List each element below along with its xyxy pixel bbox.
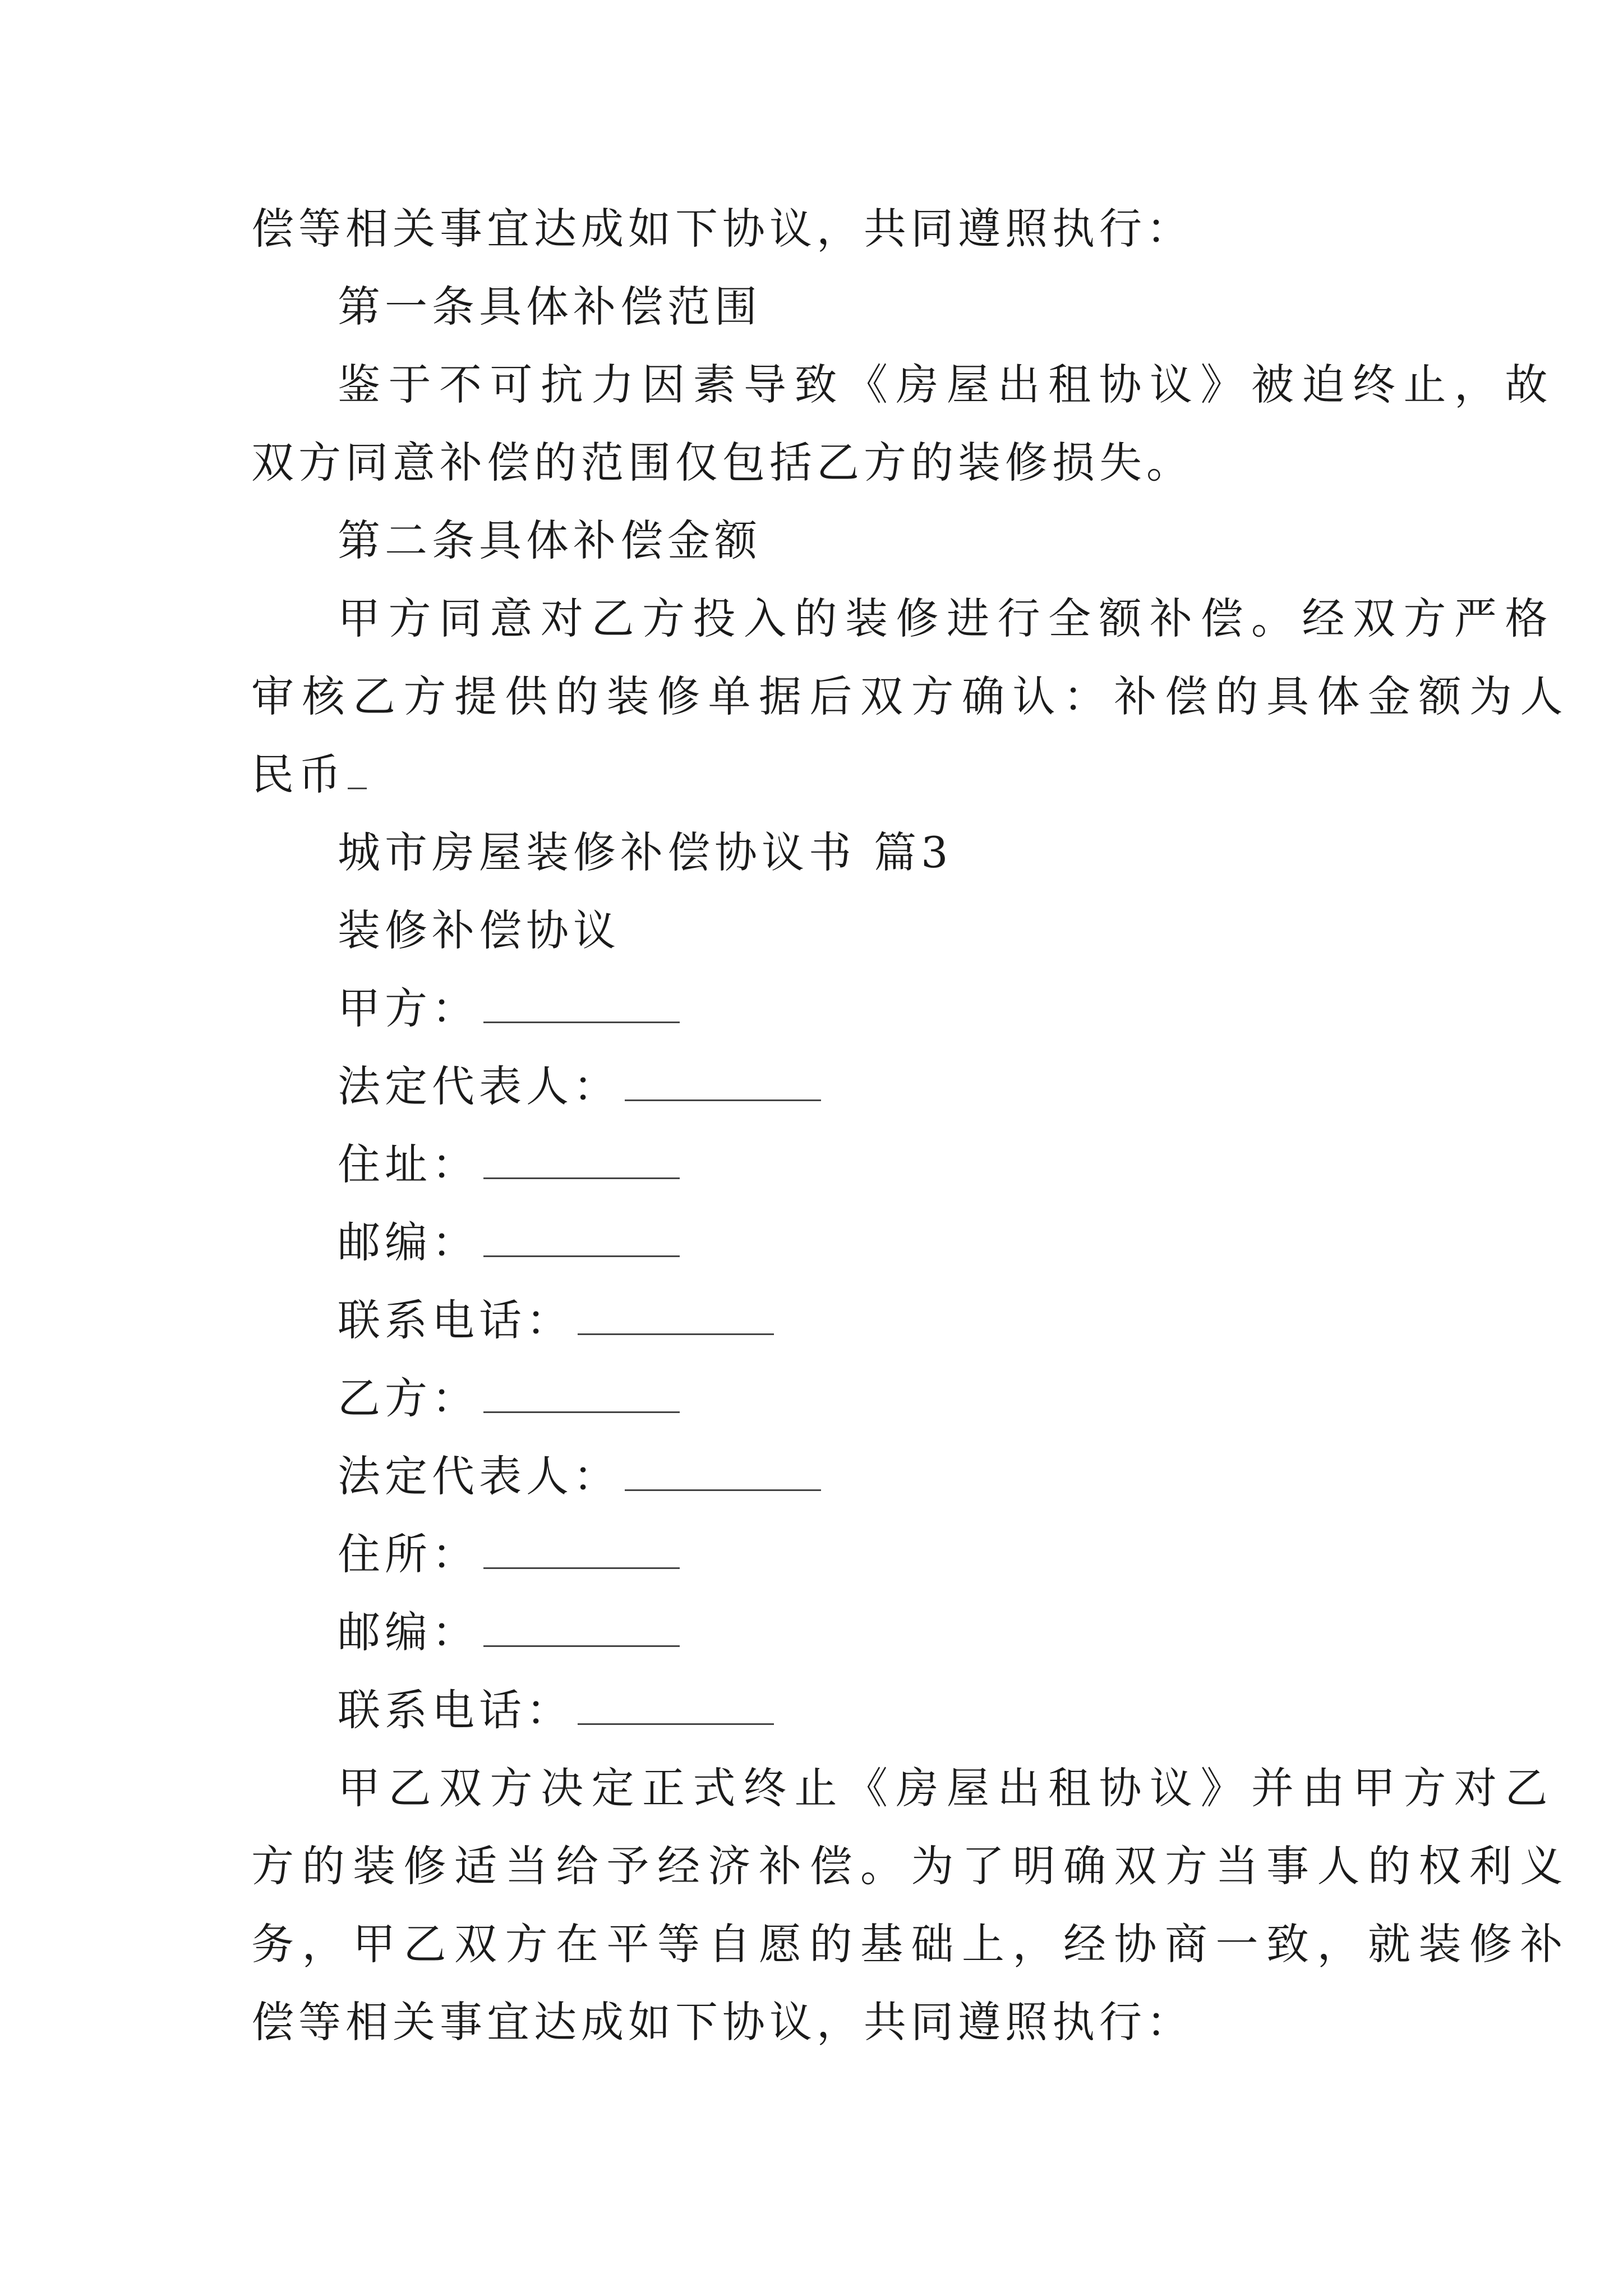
article2-body-line: 甲方同意对乙方投入的装修进行全额补偿。经双方严格	[338, 593, 1556, 643]
party-a-rep-field	[338, 1059, 821, 1115]
intro-tail-line: 偿等相关事宜达成如下协议，共同遵照执行：	[251, 204, 1193, 254]
section-heading: 城市房屋装修补偿协议书 篇3	[338, 827, 953, 877]
party-b-name-field	[338, 1370, 680, 1427]
article2-body-line: 审核乙方提供的装修单据后双方确认：补偿的具体金额为人	[251, 671, 1571, 721]
party-a-name-field	[338, 981, 680, 1037]
closing-paragraph-line: 甲乙双方决定正式终止《房屋出租协议》并由甲方对乙	[338, 1763, 1556, 1813]
party-b-postcode-field	[338, 1604, 680, 1660]
party-b-name-label: 乙方：	[338, 1373, 479, 1423]
party-a-phone-label: 联系电话：	[338, 1295, 573, 1345]
party-b-postcode-label: 邮编：	[338, 1607, 479, 1657]
amount-label: 民币	[251, 749, 345, 799]
party-a-postcode-blank	[483, 1222, 680, 1257]
party-b-postcode-blank	[483, 1612, 680, 1647]
party-b-address-label: 住所：	[338, 1529, 479, 1579]
party-a-name-label: 甲方：	[338, 983, 479, 1033]
article2-title: 第二条具体补偿金额	[338, 516, 762, 565]
party-b-address-field	[338, 1526, 680, 1582]
party-a-rep-label: 法定代表人：	[338, 1061, 620, 1111]
closing-paragraph-line: 务，甲乙双方在平等自愿的基础上，经协商一致，就装修补	[251, 1919, 1571, 1969]
agreement-title: 装修补偿协议	[338, 905, 620, 955]
party-b-rep-blank	[625, 1456, 821, 1491]
closing-paragraph-line: 偿等相关事宜达成如下协议，共同遵照执行：	[251, 1997, 1193, 2047]
party-a-address-field	[338, 1137, 680, 1193]
party-b-phone-field	[338, 1682, 774, 1738]
party-b-rep-field	[338, 1448, 821, 1504]
article1-body-line: 鉴于不可抗力因素导致《房屋出租协议》被迫终止，故	[338, 360, 1556, 409]
party-b-name-blank	[483, 1378, 680, 1413]
party-a-phone-field	[338, 1292, 774, 1349]
party-a-address-label: 住址：	[338, 1139, 479, 1189]
party-b-phone-label: 联系电话：	[338, 1685, 573, 1735]
article1-body-line: 双方同意补偿的范围仅包括乙方的装修损失。	[251, 438, 1193, 487]
closing-paragraph-line: 方的装修适当给予经济补偿。为了明确双方当事人的权利义	[251, 1841, 1571, 1891]
party-a-phone-blank	[578, 1300, 774, 1335]
party-a-address-blank	[483, 1144, 680, 1179]
article1-title: 第一条具体补偿范围	[338, 282, 762, 332]
party-a-rep-blank	[625, 1066, 821, 1101]
party-a-name-blank	[483, 988, 680, 1023]
article2-amount-line	[251, 747, 367, 803]
party-b-rep-label: 法定代表人：	[338, 1451, 620, 1501]
amount-blank	[348, 754, 367, 789]
party-b-phone-blank	[578, 1690, 774, 1725]
party-b-address-blank	[483, 1534, 680, 1569]
party-a-postcode-field	[338, 1214, 680, 1271]
party-a-postcode-label: 邮编：	[338, 1217, 479, 1267]
